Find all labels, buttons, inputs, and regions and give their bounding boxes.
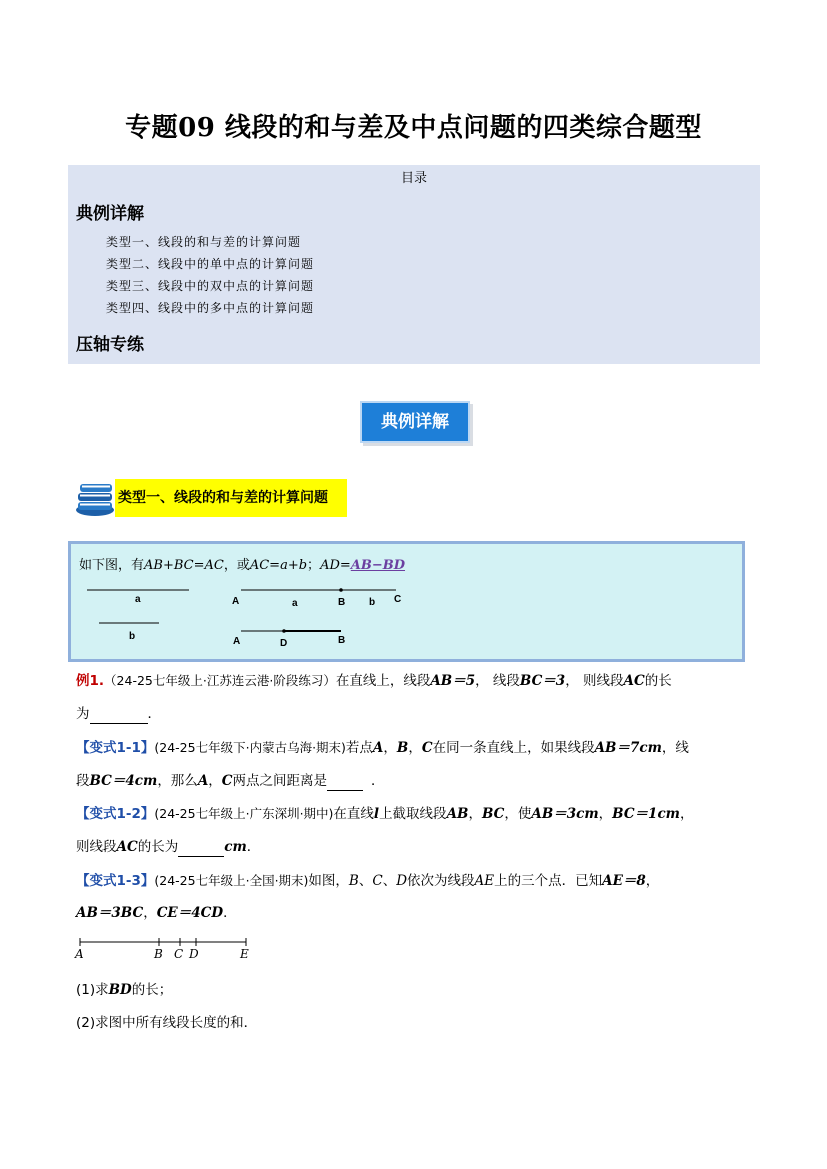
answer-blank-v12[interactable] xyxy=(178,842,224,857)
label-d: D xyxy=(189,947,199,961)
label-point-a: A xyxy=(232,596,240,607)
toc-heading: 目录 xyxy=(400,171,427,186)
answer-blank-v11[interactable] xyxy=(327,776,363,791)
question-2: (2)求图中所有线段长度的和． xyxy=(76,1015,258,1031)
answer-blank-ex1[interactable] xyxy=(90,709,148,724)
info-box xyxy=(68,541,745,662)
toc-section-practice: 压轴专练 xyxy=(76,335,144,355)
variant-1-1: 【变式1-1】(24-25七年级下·内蒙古乌海·期末)若点A，B，C在同一条直线上，如果线段AB＝7cm，线 xyxy=(76,740,689,756)
toc-section-examples: 典例详解 xyxy=(76,204,144,224)
label-point-d: D xyxy=(280,638,288,649)
type1-heading: 类型一、线段的和与差的计算问题 xyxy=(115,479,347,517)
example-1-line2: 为 ． xyxy=(76,706,161,722)
question-1: (1)求BD的长； xyxy=(76,982,173,998)
label-c: C xyxy=(174,947,184,961)
point-b xyxy=(339,588,343,592)
example-1: 例1.（24-25七年级上·江苏连云港·阶段练习）在直线上，线段AB＝5， 线段BC＝3， 则线段AC的长 xyxy=(76,673,672,689)
label-point-c: C xyxy=(394,594,402,605)
segment-diagrams xyxy=(71,544,742,659)
variant-1-1-line2: 段BC＝4cm，那么A，C两点之间距离是 ． xyxy=(76,773,385,789)
table-of-contents xyxy=(68,165,760,364)
toc-item-4[interactable]: 类型四、线段中的多中点的计算问题 xyxy=(106,301,315,315)
variant-1-2-line2: 则线段AC的长为 cm． xyxy=(76,839,261,855)
highlight-formula: AB−BD xyxy=(350,558,406,573)
section-banner: 典例详解 xyxy=(360,401,470,443)
point-d xyxy=(282,629,286,633)
label-point-a2: A xyxy=(233,636,241,647)
toc-item-3[interactable]: 类型三、线段中的双中点的计算问题 xyxy=(106,279,315,293)
info-box-text: 如下图，有AB+BC=AC，或AC=a+b；AD=AB−BD xyxy=(79,558,406,573)
variant-1-2: 【变式1-2】(24-25七年级上·广东深圳·期中)在直线l上截取线段AB，BC，使AB＝3cm，BC＝1cm， xyxy=(76,806,694,822)
page-title: 专题09 线段的和与差及中点问题的四类综合题型 xyxy=(125,113,702,143)
books-icon xyxy=(74,480,116,518)
label-b: B xyxy=(154,947,163,961)
label-a: A xyxy=(75,947,84,961)
label-b: b xyxy=(129,631,136,642)
label-point-b: B xyxy=(338,597,346,608)
label-a: a xyxy=(135,594,141,605)
segment-abcde-diagram xyxy=(72,934,262,964)
label-e: E xyxy=(240,947,249,961)
label-point-b2: B xyxy=(338,635,346,646)
label-seg-b: b xyxy=(369,597,376,608)
variant-1-3: 【变式1-3】(24-25七年级上·全国·期末)如图，B、C、D依次为线段AE上的三个点．已知AE＝8， xyxy=(76,873,660,889)
label-seg-a: a xyxy=(292,598,298,609)
toc-item-2[interactable]: 类型二、线段中的单中点的计算问题 xyxy=(106,257,315,271)
toc-item-1[interactable]: 类型一、线段的和与差的计算问题 xyxy=(106,235,302,249)
variant-1-3-line2: AB＝3BC，CE＝4CD． xyxy=(76,905,237,921)
